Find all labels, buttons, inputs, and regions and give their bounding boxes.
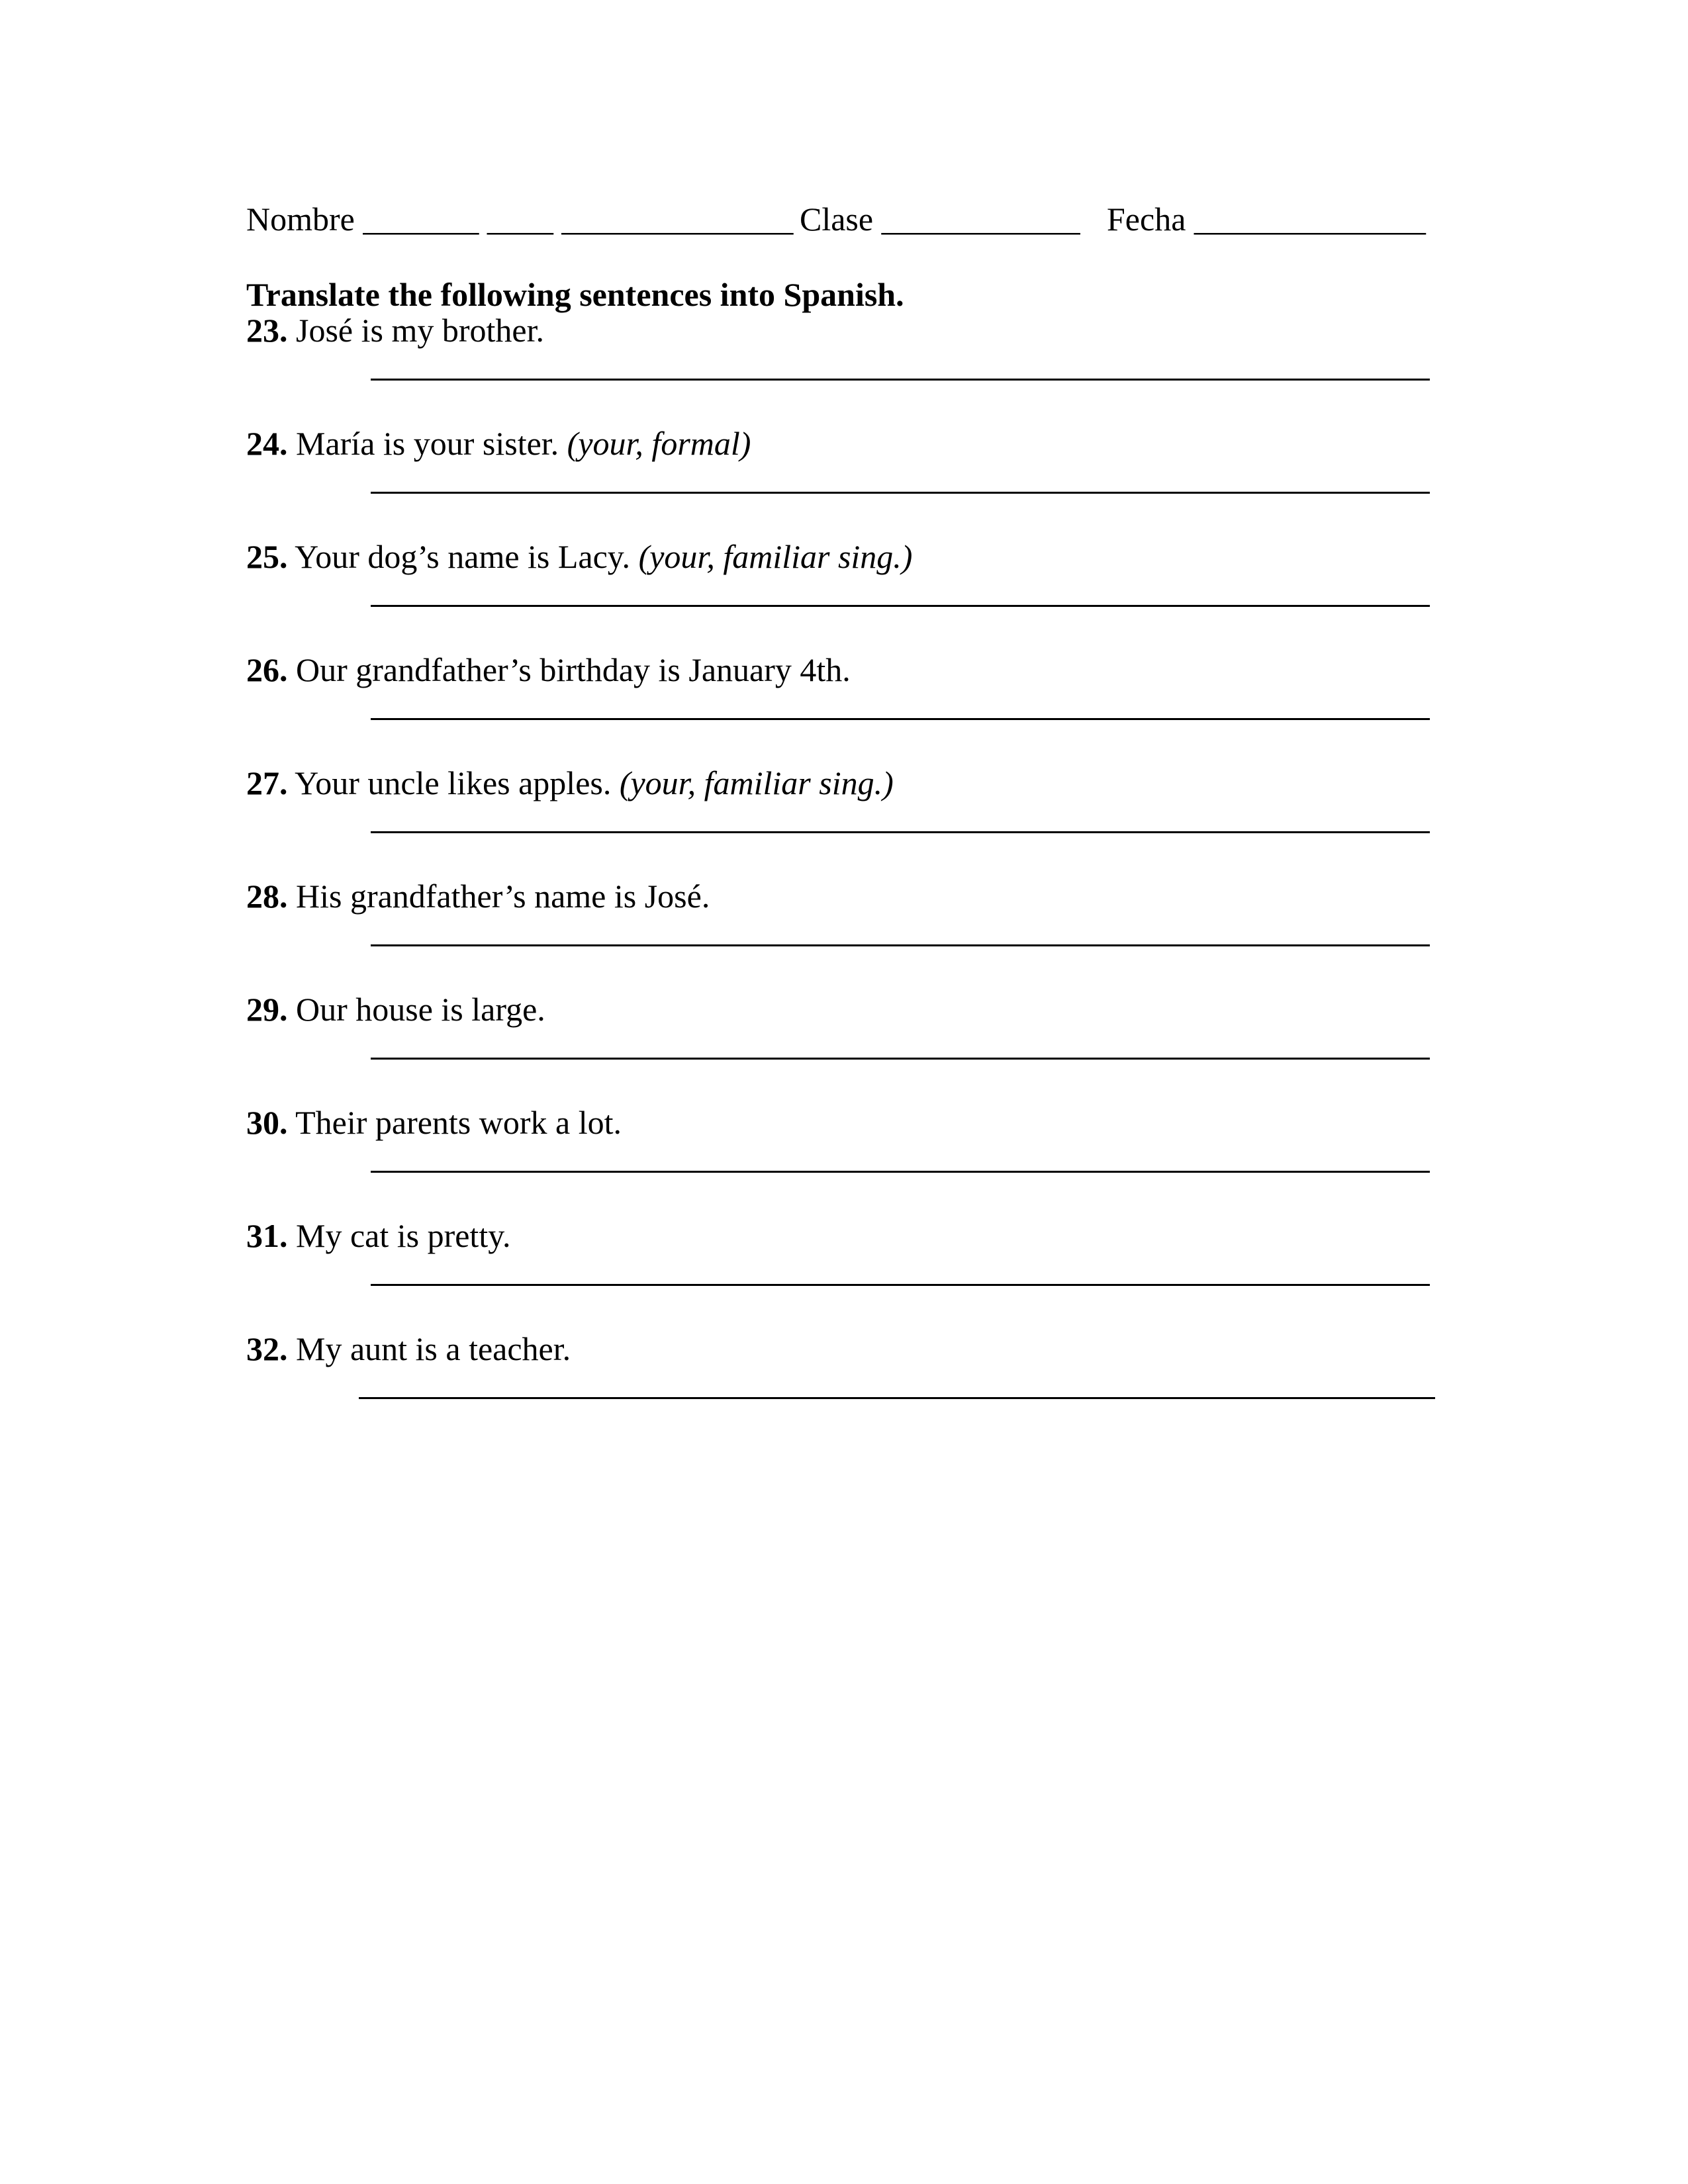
question-item bbox=[246, 420, 1438, 500]
name-field-label: Nombre _______ ____ ______________ bbox=[246, 201, 794, 238]
question-number: 23. bbox=[246, 312, 288, 349]
question-number: 28. bbox=[246, 878, 288, 915]
answer-line[interactable] bbox=[371, 1058, 1430, 1060]
question-number: 32. bbox=[246, 1330, 288, 1367]
question-item bbox=[246, 1099, 1438, 1179]
question-item bbox=[246, 1326, 1438, 1405]
question-sentence: Your dog’s name is Lacy. bbox=[287, 538, 639, 575]
student-info-header bbox=[246, 196, 1438, 242]
question-sentence: María is your sister. bbox=[287, 425, 567, 462]
question-text bbox=[246, 1099, 622, 1146]
question-note: (your, formal) bbox=[567, 425, 751, 462]
question-number: 25. bbox=[246, 538, 288, 575]
instructions-heading: Translate the following sentences into Spanish. bbox=[246, 276, 904, 313]
question-item bbox=[246, 647, 1438, 726]
answer-line[interactable] bbox=[371, 379, 1430, 381]
question-sentence: José is my brother. bbox=[287, 312, 544, 349]
question-item bbox=[246, 760, 1438, 839]
question-text bbox=[246, 307, 544, 353]
question-note: (your, familiar sing.) bbox=[638, 538, 913, 575]
question-sentence: Their parents work a lot. bbox=[287, 1104, 622, 1141]
question-item bbox=[246, 533, 1438, 613]
question-text bbox=[246, 420, 751, 467]
date-field-label: Fecha ______________ bbox=[1107, 201, 1426, 238]
answer-line[interactable] bbox=[359, 1397, 1435, 1399]
answer-line[interactable] bbox=[371, 492, 1430, 494]
question-item bbox=[246, 986, 1438, 1066]
question-number: 27. bbox=[246, 764, 288, 801]
question-text bbox=[246, 1326, 571, 1372]
answer-line[interactable] bbox=[371, 944, 1430, 946]
question-sentence: Your uncle likes apples. bbox=[287, 764, 620, 801]
question-number: 31. bbox=[246, 1217, 288, 1254]
question-item bbox=[246, 873, 1438, 952]
question-sentence: Our house is large. bbox=[287, 991, 545, 1028]
question-text bbox=[246, 647, 851, 693]
question-text bbox=[246, 760, 894, 806]
answer-line[interactable] bbox=[371, 831, 1430, 833]
answer-line[interactable] bbox=[371, 1171, 1430, 1173]
question-text bbox=[246, 533, 912, 580]
answer-line[interactable] bbox=[371, 605, 1430, 607]
answer-line[interactable] bbox=[371, 1284, 1430, 1286]
question-sentence: His grandfather’s name is José. bbox=[287, 878, 710, 915]
question-sentence: My cat is pretty. bbox=[287, 1217, 511, 1254]
question-text bbox=[246, 986, 545, 1032]
question-item bbox=[246, 307, 1438, 387]
question-number: 26. bbox=[246, 651, 288, 688]
question-number: 29. bbox=[246, 991, 288, 1028]
question-sentence: My aunt is a teacher. bbox=[287, 1330, 571, 1367]
answer-line[interactable] bbox=[371, 718, 1430, 720]
question-sentence: Our grandfather’s birthday is January 4th. bbox=[287, 651, 851, 688]
question-number: 30. bbox=[246, 1104, 288, 1141]
question-item bbox=[246, 1212, 1438, 1292]
question-text bbox=[246, 873, 710, 919]
question-text bbox=[246, 1212, 510, 1259]
class-field-label: Clase ____________ bbox=[800, 201, 1080, 238]
question-note: (your, familiar sing.) bbox=[619, 764, 894, 801]
question-number: 24. bbox=[246, 425, 288, 462]
